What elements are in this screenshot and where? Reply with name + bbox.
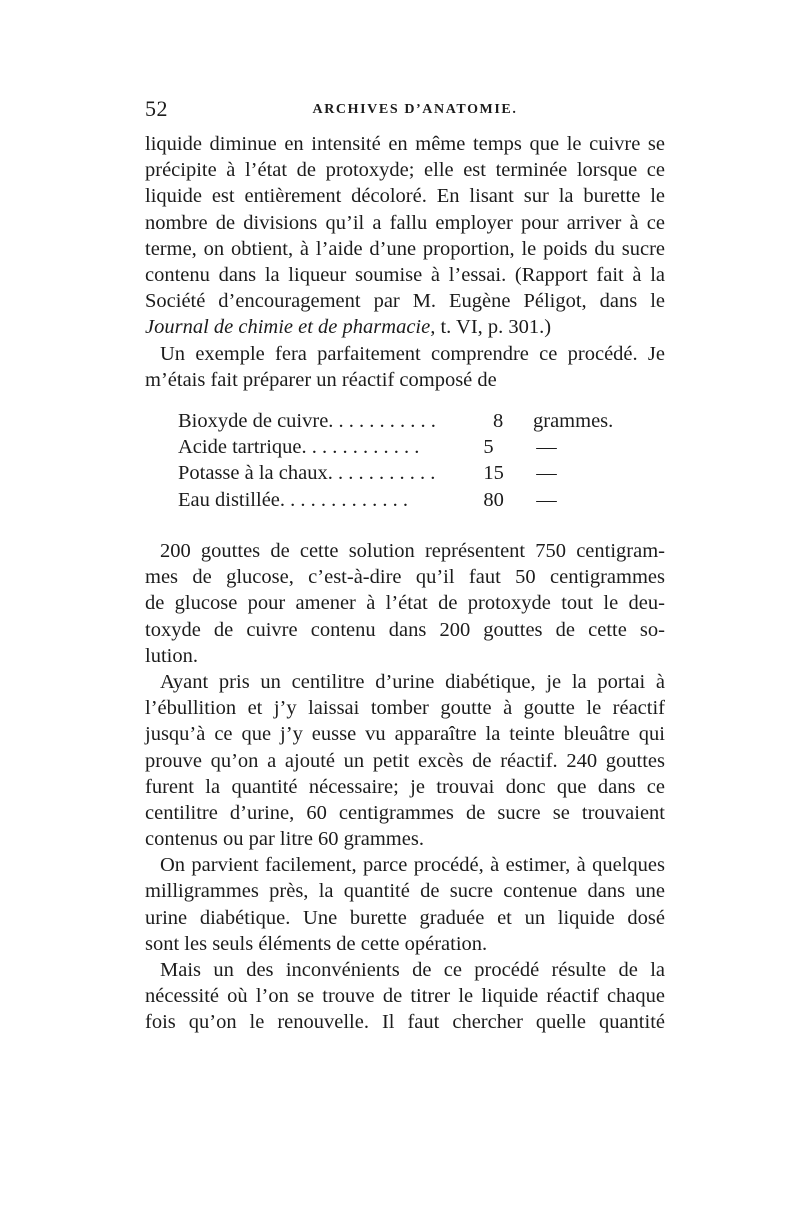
reagent-unit: — — [536, 436, 557, 459]
journal-title: Journal de chimie et de pharmacie, — [145, 316, 436, 339]
text-line: urine diabétique. Une burette graduée et un liquide dosé — [145, 906, 665, 929]
reagent-unit: — — [536, 462, 557, 485]
text-line: centilitre d’urine, 60 centigrammes de sucre se trouvaient — [145, 801, 665, 824]
text-line: mes de glucose, c’est-à-dire qu’il faut 50 centigrammes — [145, 566, 665, 589]
reagent-row — [178, 487, 638, 513]
reagent-name: Bioxyde de cuivre. . . . . . . . . . . — [178, 410, 436, 432]
page-number: 52 — [145, 96, 168, 121]
reagent-row — [178, 434, 638, 460]
text-line: Ayant pris un centilitre d’urine diabétique, je la portai à — [160, 670, 665, 693]
text-line: contenu dans la liqueur soumise à l’essai. (Rapport fait à la — [145, 263, 665, 286]
text-line: On parvient facilement, parce procédé, à estimer, à quelques — [160, 854, 665, 877]
reagent-quantity: 8 — [493, 410, 504, 432]
text-line: Société d’encouragement par M. Eugène Péligot, dans le — [145, 290, 665, 313]
text-line: liquide est entièrement décoloré. En lisant sur la burette le — [145, 185, 665, 208]
text-line: contenus ou par litre 60 grammes. — [145, 828, 424, 851]
text-line: Mais un des inconvénients de ce procédé résulte de la — [160, 959, 665, 981]
reagent-row — [178, 460, 638, 486]
text-line: l’ébullition et j’y laissai tomber goutte à goutte le réactif — [145, 697, 665, 720]
text-line: m’étais fait préparer un réactif composé de — [145, 368, 497, 391]
body-text-lower — [145, 538, 665, 1036]
text-line: lution. — [145, 644, 198, 667]
reagent-quantity: 15 — [483, 462, 504, 485]
text-line: précipite à l’état de protoxyde; elle est terminée lorsque ce — [145, 159, 665, 182]
text-line: liquide diminue en intensité en même temps que le cuivre se — [145, 133, 665, 155]
text-line: de glucose pour amener à l’état de protoxyde tout le deu- — [145, 592, 665, 615]
reagent-name: Acide tartrique. . . . . . . . . . . . — [178, 436, 420, 459]
reagent-unit: — — [536, 488, 557, 511]
text-line: furent la quantité nécessaire; je trouvai donc que dans ce — [145, 775, 665, 798]
text-line: nombre de divisions qu’il a fallu employer pour arriver à ce — [145, 211, 665, 234]
reagent-row — [178, 408, 638, 434]
citation-line — [145, 314, 665, 340]
running-title: ARCHIVES D’ANATOMIE. — [312, 102, 518, 117]
text-line: prouve qu’on a ajouté un petit excès de réactif. 240 gouttes — [145, 749, 665, 772]
text-line: jusqu’à ce que j’y eusse vu apparaître la teinte bleuâtre qui — [145, 723, 665, 746]
text-line: nécessité où l’on se trouve de titrer le liquide réactif chaque — [145, 985, 665, 1008]
page-header — [145, 96, 665, 130]
reagent-table — [178, 408, 638, 513]
text-line: toxyde de cuivre contenu dans 200 gouttes de cette so- — [145, 618, 665, 641]
citation-reference: t. VI, p. 301.) — [435, 316, 552, 339]
text-line: terme, on obtient, à l’aide d’une proportion, le poids du sucre — [145, 237, 665, 260]
text-line: fois qu’on le renouvelle. Il faut chercher quelle quantité — [145, 1011, 665, 1034]
reagent-name: Potasse à la chaux. . . . . . . . . . . — [178, 462, 436, 485]
body-text-upper — [145, 131, 665, 393]
text-line: milligrammes près, la quantité de sucre contenue dans une — [145, 880, 665, 903]
text-line: sont les seuls éléments de cette opération. — [145, 932, 488, 955]
reagent-quantity: 80 — [483, 488, 504, 511]
reagent-name: Eau distillée. . . . . . . . . . . . . — [178, 488, 409, 511]
reagent-unit: grammes. — [533, 410, 614, 432]
reagent-quantity: 5 — [483, 436, 494, 459]
text-line: 200 gouttes de cette solution représentent 750 centigram- — [160, 540, 665, 562]
text-line: Un exemple fera parfaitement comprendre ce procédé. Je — [160, 342, 665, 365]
